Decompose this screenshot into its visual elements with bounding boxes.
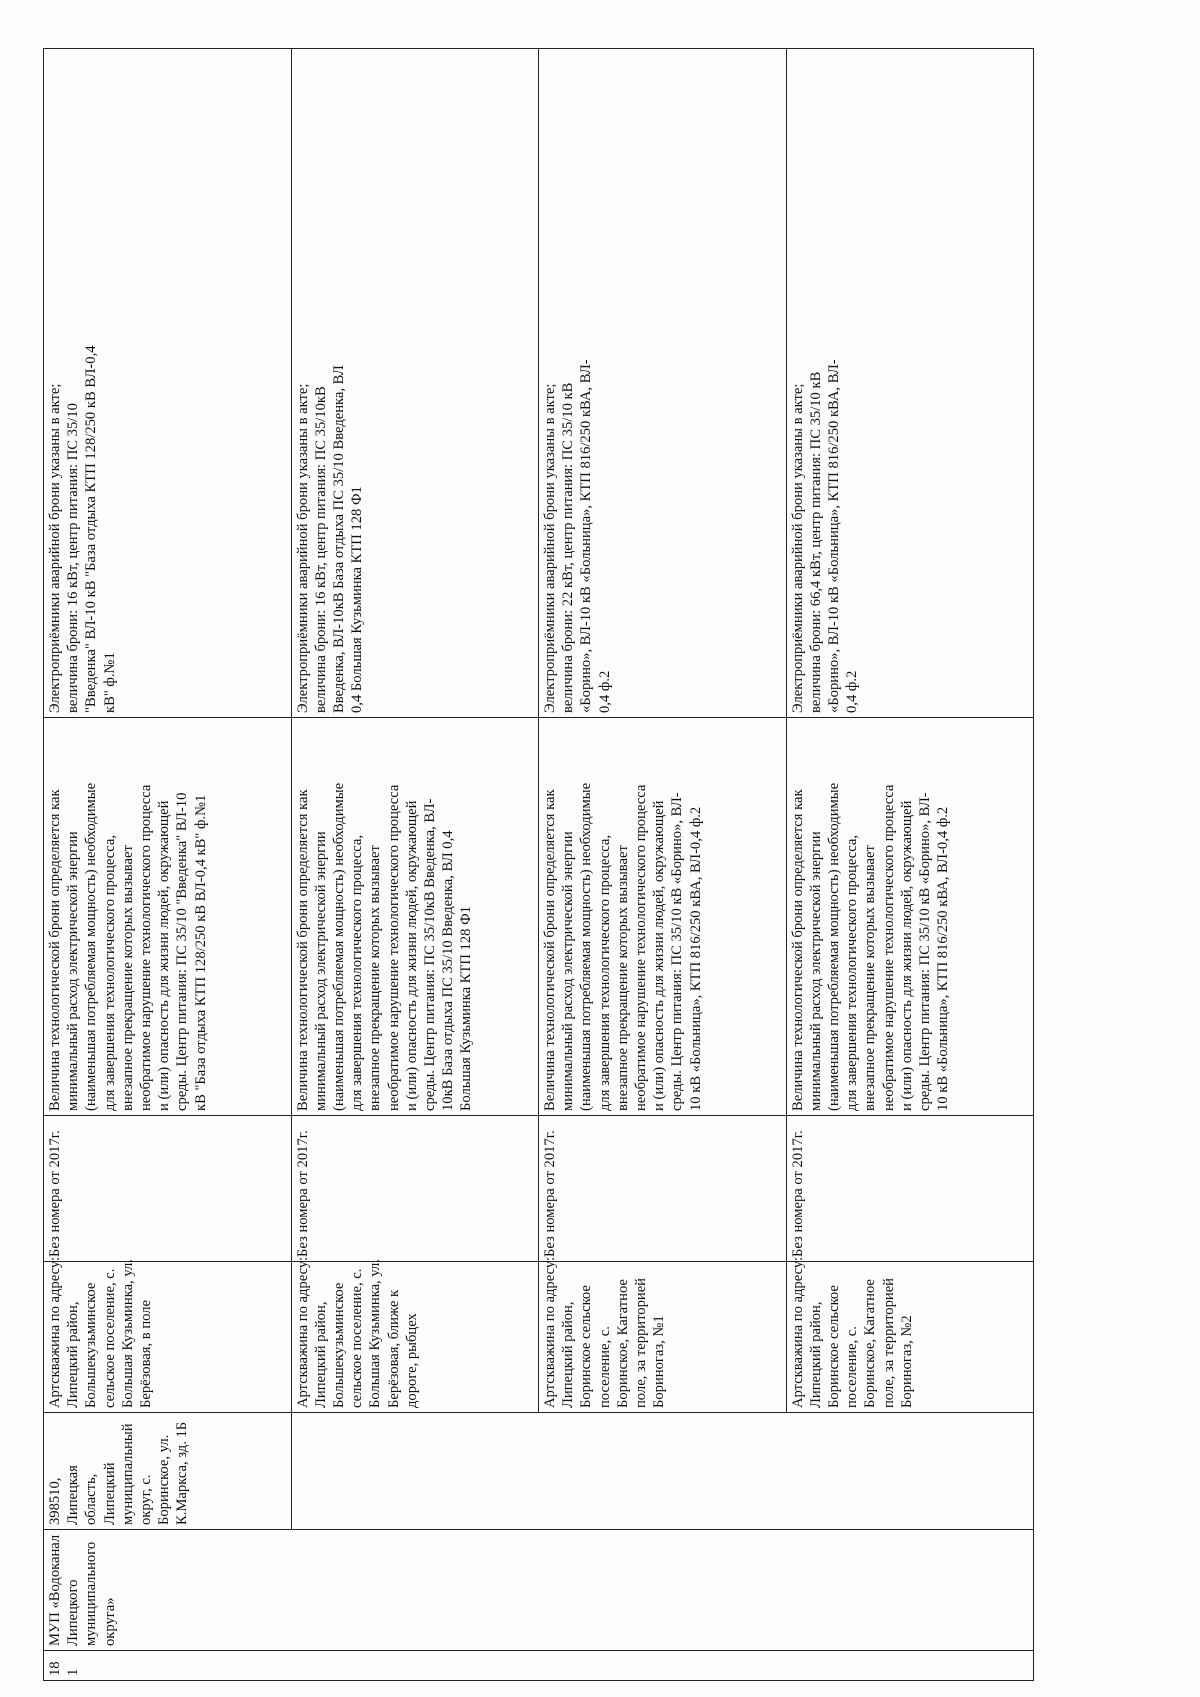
emergency-reserve-line: "Введенка" ВЛ-10 кВ "База отдыха КТП 128/250 кВ ВЛ-0,4 xyxy=(83,345,100,713)
object-address-line: Боринское, Кагатное xyxy=(862,1279,879,1408)
technological-reserve-line: Большая Кузьминка КТП 128 Ф1 xyxy=(458,906,475,1111)
technological-reserve-line: для завершения технологического процесса, xyxy=(349,834,366,1111)
technological-reserve-line: минимальный расход электрической энергии xyxy=(807,831,824,1111)
emergency-reserve-line: Электроприёмники аварийной брони указаны в акте; xyxy=(542,383,558,713)
technological-reserve-line: среды. Центр питания: ПС 35/10 кВ «Борино», ВЛ- xyxy=(916,792,933,1111)
emergency-reserve-cell xyxy=(786,49,1034,718)
object-address-line: сельское поселение, с. xyxy=(101,1268,118,1408)
technological-reserve-line: минимальный расход электрической энергии xyxy=(560,831,577,1111)
technological-reserve-line: необратимое нарушение технологического процесса xyxy=(385,784,402,1111)
rotated-table-wrapper xyxy=(43,48,1033,1681)
technological-reserve-line: для завершения технологического процесса, xyxy=(596,834,613,1111)
technological-reserve-line: Величина технологической брони определяется как xyxy=(294,789,311,1111)
technological-reserve-line: внезапное прекращение которых вызывает xyxy=(862,845,879,1111)
technological-reserve-line: 10 кВ «Больница», КТП 816/250 кВА, ВЛ-0,4 ф.2 xyxy=(687,806,704,1111)
table-body xyxy=(44,49,1034,1681)
technological-reserve-line: кВ "База отдыха КТП 128/250 кВ ВЛ-0,4 кВ" ф.№1 xyxy=(192,794,209,1111)
object-address-line: сельское поселение, с. xyxy=(349,1268,366,1408)
emergency-reserve-cell xyxy=(291,49,539,718)
object-address-line: Липецкий район, xyxy=(560,1301,577,1408)
technological-reserve-line: минимальный расход электрической энергии xyxy=(312,831,329,1111)
act-reference: Без номера от 2017г. xyxy=(47,1130,63,1257)
emergency-reserve-line: кВ" ф.№1 xyxy=(101,652,118,713)
act-reference: Без номера от 2017г. xyxy=(789,1130,806,1257)
technological-reserve-line: Величина технологической брони определяется как xyxy=(789,789,806,1111)
object-address-line: Берёзовая, в поле xyxy=(138,1299,155,1408)
emergency-reserve-line: 0,4 ф.2 xyxy=(844,670,861,713)
object-address-line: Большая Кузьминка, ул. xyxy=(119,1259,136,1408)
technological-reserve-cell xyxy=(786,718,1034,1116)
organization-cell xyxy=(44,1530,1034,1651)
object-address-cell xyxy=(44,1256,292,1413)
emergency-reserve-line: величина брони: 16 кВт, центр питания: ПС 35/10 xyxy=(65,403,82,713)
object-address-line: поселение, с. xyxy=(596,1326,613,1408)
electricity-reserve-table xyxy=(43,48,1034,1681)
emergency-reserve-line: Электроприёмники аварийной брони указаны в акте; xyxy=(789,383,806,713)
object-address-line: Липецкий район, xyxy=(807,1301,824,1408)
technological-reserve-line: 10 кВ «Больница», КТП 816/250 кВА, ВЛ-0,4 ф.2 xyxy=(935,806,952,1111)
technological-reserve-line: (наименьшая потребляемая мощность) необходимые xyxy=(825,782,842,1111)
object-address-line: Артскважина по адресу: xyxy=(294,1256,311,1408)
technological-reserve-line: среды. Центр питания: ПС 35/10кВ Введенка, ВЛ- xyxy=(421,798,438,1111)
emergency-reserve-line: Введенка, ВЛ-10кВ База отдыха ПС 35/10 Введенка, ВЛ xyxy=(330,365,347,713)
object-address-cell xyxy=(539,1256,787,1413)
object-address-line: Боринское сельское xyxy=(578,1285,595,1408)
technological-reserve-line: (наименьшая потребляемая мощность) необходимые xyxy=(578,782,595,1111)
technological-reserve-line: внезапное прекращение которых вызывает xyxy=(367,845,384,1111)
act-cell xyxy=(291,1116,539,1262)
technological-reserve-line: минимальный расход электрической энергии xyxy=(65,831,82,1111)
technological-reserve-line: среды. Центр питания: ПС 35/10 кВ «Борино», ВЛ- xyxy=(669,792,686,1111)
object-address-line: Бориногаз, №2 xyxy=(898,1315,915,1408)
technological-reserve-line: (наименьшая потребляемая мощность) необходимые xyxy=(330,782,347,1111)
technological-reserve-line: и (или) опасность для жизни людей, окружающей xyxy=(403,800,420,1111)
object-address-line: Артскважина по адресу: xyxy=(789,1256,806,1408)
technological-reserve-line: необратимое нарушение технологического процесса xyxy=(880,784,897,1111)
object-address-line: поле, за территорией xyxy=(633,1278,650,1408)
emergency-reserve-line: «Борино», ВЛ-10 кВ «Больница», КТП 816/250 кВА, ВЛ- xyxy=(825,359,842,713)
act-reference: Без номера от 2017г. xyxy=(542,1130,558,1257)
row-number-cell xyxy=(44,1651,1034,1681)
object-address-line: Большекузьминское xyxy=(83,1282,100,1408)
act-reference: Без номера от 2017г. xyxy=(294,1130,311,1257)
object-address-line: поле, за территорией xyxy=(880,1278,897,1408)
object-address-line: Боринское сельское xyxy=(825,1285,842,1408)
legal-address: 398510, Липецкая область, Липецкий муниципальный округ, с. Боринское, ул. К.Маркса, зд. 1Б xyxy=(47,1421,191,1525)
emergency-reserve-line: Электроприёмники аварийной брони указаны в акте; xyxy=(47,383,63,713)
technological-reserve-line: необратимое нарушение технологического процесса xyxy=(138,784,155,1111)
organization-name: МУП «Водоканал Липецкого муниципального округа» xyxy=(47,1534,118,1646)
technological-reserve-line: и (или) опасность для жизни людей, окружающей xyxy=(651,800,668,1111)
table-row xyxy=(291,49,539,1681)
technological-reserve-line: внезапное прекращение которых вызывает xyxy=(119,845,136,1111)
technological-reserve-line: Величина технологической брони определяется как xyxy=(542,789,558,1111)
row-number: 181 xyxy=(47,1661,82,1676)
object-address-line: Бориногаз, №1 xyxy=(651,1315,668,1408)
emergency-reserve-cell xyxy=(44,49,292,718)
technological-reserve-line: для завершения технологического процесса, xyxy=(101,834,118,1111)
emergency-reserve-line: величина брони: 66,4 кВт, центр питания: ПС 35/10 кВ xyxy=(807,371,824,713)
technological-reserve-line: и (или) опасность для жизни людей, окружающей xyxy=(156,800,173,1111)
technological-reserve-line: и (или) опасность для жизни людей, окружающей xyxy=(898,800,915,1111)
object-address-line: Большекузьминское xyxy=(330,1282,347,1408)
act-cell xyxy=(786,1116,1034,1262)
technological-reserve-line: для завершения технологического процесса, xyxy=(844,834,861,1111)
technological-reserve-line: внезапное прекращение которых вызывает xyxy=(614,845,631,1111)
empty-address-cell xyxy=(291,1413,1034,1530)
object-address-line: поселение, с. xyxy=(844,1326,861,1408)
object-address-line: Артскважина по адресу: xyxy=(47,1256,63,1408)
object-address-line: Липецкий район, xyxy=(65,1301,82,1408)
emergency-reserve-line: «Борино», ВЛ-10 кВ «Больница», КТП 816/250 кВА, ВЛ- xyxy=(578,359,595,713)
object-address-line: Большая Кузьминка, ул. xyxy=(367,1259,384,1408)
technological-reserve-line: Величина технологической брони определяется как xyxy=(47,789,63,1111)
technological-reserve-cell xyxy=(291,718,539,1116)
object-address-line: Артскважина по адресу: xyxy=(542,1256,558,1408)
legal-address-cell xyxy=(44,1413,292,1530)
object-address-cell xyxy=(291,1256,539,1413)
object-address-line: Боринское, Кагатное xyxy=(614,1279,631,1408)
emergency-reserve-line: Электроприёмники аварийной брони указаны в акте; xyxy=(294,383,311,713)
act-cell xyxy=(539,1116,787,1262)
object-address-cell xyxy=(786,1256,1034,1413)
emergency-reserve-line: 0,4 Большая Кузьминка КТП 128 Ф1 xyxy=(349,486,366,713)
object-address-line: Липецкий район, xyxy=(312,1301,329,1408)
table-row xyxy=(44,49,292,1681)
emergency-reserve-cell xyxy=(539,49,787,718)
object-address-line: дороге, рыбцех xyxy=(403,1313,420,1408)
technological-reserve-line: среды. Центр питания: ПС 35/10 "Введенка" ВЛ-10 xyxy=(174,792,191,1111)
emergency-reserve-line: величина брони: 16 кВт, центр питания: ПС 35/10кВ xyxy=(312,386,329,713)
emergency-reserve-line: 0,4 ф.2 xyxy=(596,670,613,713)
emergency-reserve-line: величина брони: 22 кВт, центр питания: ПС 35/10 кВ xyxy=(560,382,577,713)
object-address-line: Берёзовая, ближе к xyxy=(385,1289,402,1408)
act-cell xyxy=(44,1116,292,1262)
technological-reserve-line: (наименьшая потребляемая мощность) необходимые xyxy=(83,782,100,1111)
technological-reserve-cell xyxy=(539,718,787,1116)
technological-reserve-line: необратимое нарушение технологического процесса xyxy=(633,784,650,1111)
technological-reserve-cell xyxy=(44,718,292,1116)
technological-reserve-line: 10кВ База отдыха ПС 35/10 Введенка, ВЛ 0,4 xyxy=(440,830,457,1111)
